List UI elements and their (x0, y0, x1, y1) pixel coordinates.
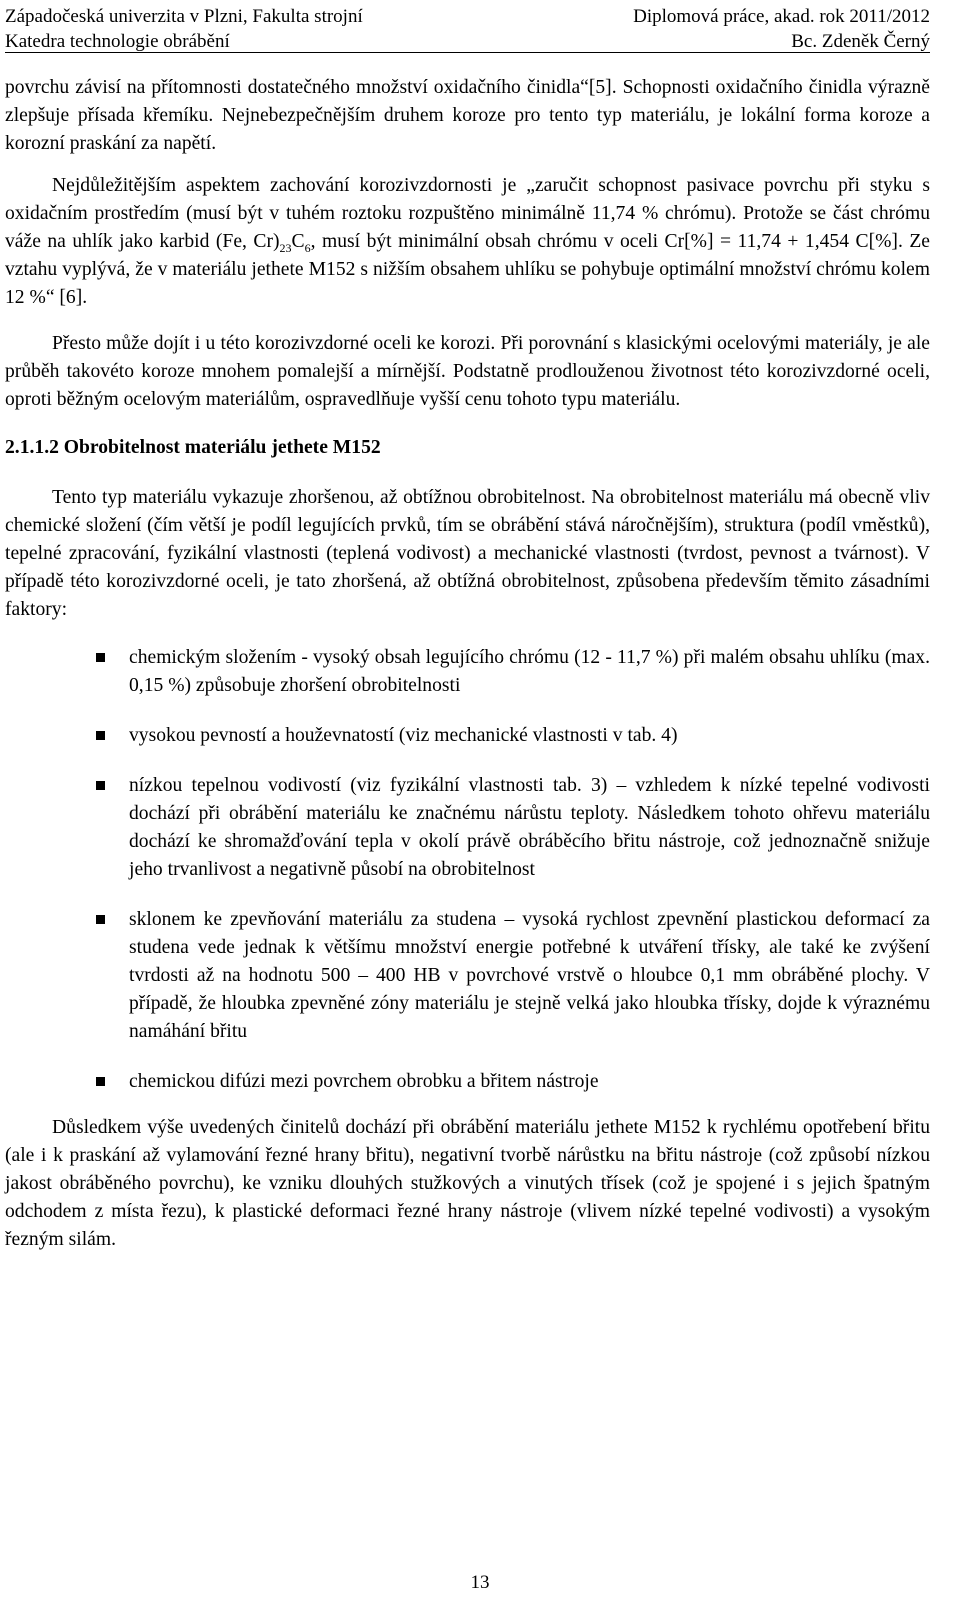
paragraph-passivation (5, 172, 930, 312)
list-item-text: vysokou pevností a houževnatostí (viz mechanické vlastnosti v tab. 4) (129, 725, 678, 746)
formula-subscript-23: 23 (279, 240, 292, 255)
paragraph-corrosion: Přesto může dojít i u této korozivzdorné oceli ke korozi. Při porovnání s klasickými ocelovými materiály, je ale průběh takovéto koroze mnohem pomalejší a mírnější. Podstatně prodlouženou životnost této korozivzdorné oceli, oproti běžným ocelovým materiálům, ospravedlňuje vyšší cenu tohoto typu materiálu. (5, 333, 930, 410)
paragraph-consequences: Důsledkem výše uvedených činitelů dochází při obrábění materiálu jethete M152 k rychlému opotřebení břitu (ale i k praskání až vylamování řezné hrany břitu), negativní tvorbě nárůstku na břitu nástroje (což způsobí nízkou jakost obráběného povrchu), ke vzniku dlouhých stužkových a vinutých třísek (což je spojené i s jejich špatným odchodem z místa řezu), k plastické deformaci řezné hrany nástroje (vlivem nízké tepelné vodivosti) a vysokým řezným silám. (5, 1117, 930, 1250)
factor-list (5, 644, 930, 1096)
paragraph-machinability: Tento typ materiálu vykazuje zhoršenou, až obtížnou obrobitelnost. Na obrobitelnost materiálu má obecně vliv chemické složení (čím větší je podíl legujících prvků, tím se obrábění stává náročnějším), struktura (podíl vměstků), tepelné zpracování, fyzikální vlastnosti (teplená vodivost) a mechanické vlastnosti (tvrdost, pevnost a tvárnost). V případě této korozivzdorné oceli, je tato zhoršená, až obtížná obrobitelnost, způsobena především těmito zásadními faktory: (5, 487, 930, 620)
paragraph-passivation-part-c: , musí být minimální obsah chrómu v oceli Cr[%] = 11,74 + 1,454 C[%]. Ze vztahu vyplývá, že v materiálu jethete M152 s nižším obsahem uhlíku se pohybuje optimální množství chrómu kolem 12 %“ [6]. (5, 231, 930, 308)
header-author: Bc. Zdeněk Černý (791, 31, 930, 52)
section-heading: 2.1.1.2 Obrobitelnost materiálu jethete M152 (5, 437, 381, 458)
header-department: Katedra technologie obrábění (5, 31, 230, 52)
page-number: 13 (470, 1572, 490, 1593)
header-divider (5, 52, 930, 53)
list-item (5, 1068, 930, 1096)
square-bullet-icon (96, 915, 105, 924)
list-item-text: sklonem ke zpevňování materiálu za studena – vysoká rychlost zpevnění plastickou deformací za studena vede jednak k většímu množství energie potřebné k utváření třísky, ale také ke zvýšení tvrdosti až na hodnotu 500 – 400 HB v povrchové vrstvě o hloubce 0,1 mm obráběné plochy. V případě, že hloubka zpevněné zóny materiálu je stejně velká jako hloubka třísky, dojde k výraznému namáhání břitu (129, 909, 930, 1042)
paragraph-continuation: povrchu závisí na přítomnosti dostatečného množství oxidačního činidla“[5]. Schopnosti oxidačního činidla výrazně zlepšuje přísada křemíku. Nejnebezpečnějším druhem koroze pro tento typ materiálu, je lokální forma koroze a korozní praskání za napětí. (5, 77, 930, 154)
page-header (5, 4, 930, 54)
list-item (5, 722, 930, 750)
square-bullet-icon (96, 653, 105, 662)
square-bullet-icon (96, 1077, 105, 1086)
square-bullet-icon (96, 781, 105, 790)
header-university: Západočeská univerzita v Plzni, Fakulta strojní (5, 6, 363, 27)
list-item-text: nízkou tepelnou vodivostí (viz fyzikální vlastnosti tab. 3) – vzhledem k nízké tepelné vodivosti dochází při obrábění materiálu ke značnému nárůstu teploty. Následkem tohoto ohřevu materiálu dochází ke shromažďování tepla v okolí právě obráběcího břitu nástroje, což jednoznačně snižuje jeho trvanlivost a negativně působí na obrobitelnost (129, 775, 930, 880)
list-item-text: chemickým složením - vysoký obsah legujícího chrómu (12 - 11,7 %) při malém obsahu uhlíku (max. 0,15 %) způsobuje zhoršení obrobitelnosti (129, 647, 930, 696)
header-row-2 (5, 29, 930, 54)
formula-carbon: C (291, 231, 305, 252)
header-row-1 (5, 4, 930, 29)
page-body (5, 74, 930, 1254)
header-thesis-info: Diplomová práce, akad. rok 2011/2012 (633, 6, 930, 27)
list-item (5, 644, 930, 700)
list-item (5, 906, 930, 1046)
formula-subscript-6: 6 (304, 240, 311, 255)
list-item-text: chemickou difúzi mezi povrchem obrobku a břitem nástroje (129, 1071, 599, 1092)
list-item (5, 772, 930, 884)
square-bullet-icon (96, 731, 105, 740)
paragraph-passivation-part-a: Nejdůležitějším aspektem zachování korozivzdornosti je „zaručit schopnost pasivace povrchu při styku s oxidačním prostředím (musí být v tuhém roztoku rozpuštěno minimálně 11,74 % chrómu). Protože se část chrómu váže na uhlík jako karbid (Fe, Cr) (5, 175, 930, 252)
